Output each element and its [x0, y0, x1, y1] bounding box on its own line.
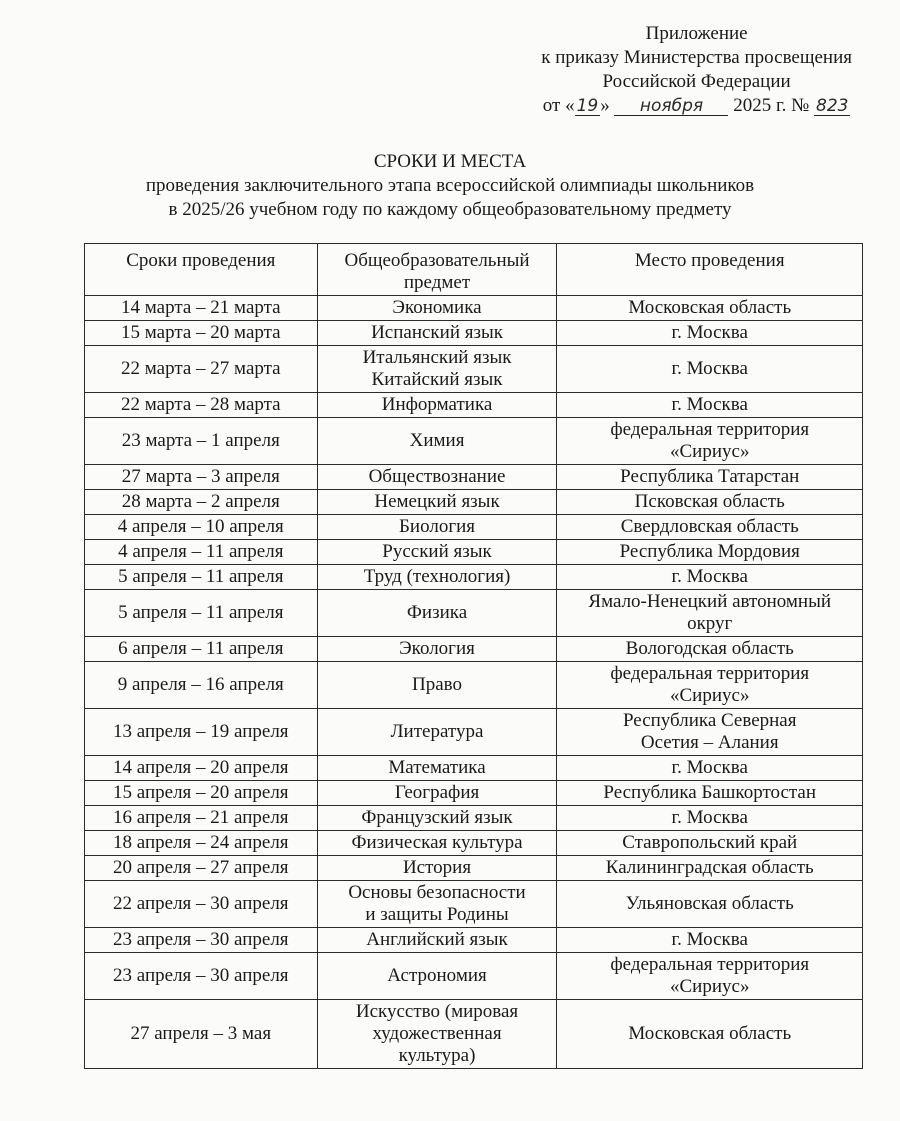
cell-subject [317, 1000, 557, 1069]
table-row [85, 756, 863, 781]
place-line: федеральная территория [610, 419, 810, 440]
place-line: «Сириус» [670, 441, 750, 462]
cell-dates: 6 апреля – 11 апреля [85, 637, 318, 662]
cell-place [557, 756, 863, 781]
cell-subject [317, 953, 557, 1000]
cell-subject [317, 490, 557, 515]
cell-dates: 4 апреля – 10 апреля [85, 515, 318, 540]
cell-subject [317, 515, 557, 540]
place-line: Свердловская область [620, 516, 799, 537]
subject-line: География [394, 782, 480, 803]
subject-line: Основы безопасности [348, 882, 526, 903]
subject-line: и защиты Родины [365, 904, 509, 925]
cell-subject [317, 346, 557, 393]
cell-subject [317, 709, 557, 756]
cell-place [557, 465, 863, 490]
cell-subject [317, 590, 557, 637]
subject-line: Физическая культура [351, 832, 523, 853]
cell-dates: 14 апреля – 20 апреля [85, 756, 318, 781]
cell-place [557, 709, 863, 756]
title-subtitle-2: в 2025/26 учебном году по каждому общеобразовательному предмету [168, 199, 732, 220]
subject-line: Экономика [392, 297, 482, 318]
cell-place [557, 296, 863, 321]
table-row [85, 515, 863, 540]
cell-place [557, 418, 863, 465]
cell-dates: 5 апреля – 11 апреля [85, 565, 318, 590]
cell-dates: 23 марта – 1 апреля [85, 418, 318, 465]
place-line: г. Москва [671, 358, 748, 379]
table-row [85, 928, 863, 953]
place-line: Псковская область [634, 491, 785, 512]
place-line: г. Москва [671, 757, 748, 778]
cell-place [557, 953, 863, 1000]
cell-dates: 23 апреля – 30 апреля [85, 953, 318, 1000]
subject-line: Обществознание [368, 466, 506, 487]
subject-line: Испанский язык [371, 322, 503, 343]
table-row [85, 565, 863, 590]
cell-subject [317, 565, 557, 590]
subject-line: Астрономия [387, 965, 487, 986]
subject-line: Химия [409, 430, 465, 451]
subject-line: Русский язык [382, 541, 492, 562]
cell-subject [317, 781, 557, 806]
cell-dates: 22 марта – 28 марта [85, 393, 318, 418]
cell-place [557, 881, 863, 928]
cell-dates: 16 апреля – 21 апреля [85, 806, 318, 831]
date-year: 2025 г. № [733, 95, 810, 116]
cell-dates: 9 апреля – 16 апреля [85, 662, 318, 709]
place-line: Республика Башкортостан [603, 782, 817, 803]
subject-line: художественная [372, 1023, 502, 1044]
cell-subject [317, 393, 557, 418]
cell-subject [317, 831, 557, 856]
place-line: федеральная территория [610, 663, 810, 684]
subject-line: Французский язык [361, 807, 513, 828]
cell-dates: 27 апреля – 3 мая [85, 1000, 318, 1069]
handwritten-day: 19 [576, 96, 599, 116]
table-body [85, 296, 863, 1069]
subject-line: культура) [398, 1045, 476, 1066]
appendix-country: Российской Федерации [602, 71, 791, 92]
cell-dates: 18 апреля – 24 апреля [85, 831, 318, 856]
cell-place [557, 393, 863, 418]
place-line: Московская область [628, 297, 792, 318]
table-row [85, 590, 863, 637]
table-row [85, 1000, 863, 1069]
subject-line: Английский язык [366, 929, 508, 950]
subject-line: Биология [399, 516, 476, 537]
place-line: Ямало-Ненецкий автономный [588, 591, 832, 612]
cell-dates: 15 марта – 20 марта [85, 321, 318, 346]
table-row [85, 709, 863, 756]
cell-place [557, 806, 863, 831]
cell-subject [317, 465, 557, 490]
cell-place [557, 781, 863, 806]
table-row [85, 881, 863, 928]
cell-subject [317, 296, 557, 321]
subject-line: Информатика [381, 394, 493, 415]
place-line: «Сириус» [670, 685, 750, 706]
subject-line: Математика [388, 757, 486, 778]
cell-place [557, 928, 863, 953]
place-line: «Сириус» [670, 976, 750, 997]
cell-subject [317, 756, 557, 781]
cell-place [557, 321, 863, 346]
table-row [85, 637, 863, 662]
place-line: г. Москва [671, 929, 748, 950]
title-subtitle-1: проведения заключительного этапа всероссийской олимпиады школьников [145, 175, 755, 196]
table-row [85, 953, 863, 1000]
cell-place [557, 490, 863, 515]
cell-dates: 23 апреля – 30 апреля [85, 928, 318, 953]
schedule-table [84, 243, 863, 1069]
header-dates: Сроки проведения [85, 244, 318, 296]
place-line: г. Москва [671, 394, 748, 415]
place-line: Осетия – Алания [640, 732, 779, 753]
header-place: Место проведения [557, 244, 863, 296]
cell-subject [317, 321, 557, 346]
appendix-header [541, 22, 852, 118]
cell-dates: 13 апреля – 19 апреля [85, 709, 318, 756]
table-row [85, 662, 863, 709]
cell-subject [317, 881, 557, 928]
cell-dates: 22 апреля – 30 апреля [85, 881, 318, 928]
table-row [85, 346, 863, 393]
subject-line: Право [412, 674, 463, 695]
subject-line: Литература [390, 721, 484, 742]
cell-dates: 20 апреля – 27 апреля [85, 856, 318, 881]
place-line: федеральная территория [610, 954, 810, 975]
subject-line: Физика [406, 602, 468, 623]
place-line: Калининградская область [605, 857, 814, 878]
cell-dates: 27 марта – 3 апреля [85, 465, 318, 490]
date-prefix: от « [542, 95, 575, 116]
cell-place [557, 831, 863, 856]
place-line: округ [687, 613, 733, 634]
cell-subject [317, 806, 557, 831]
cell-dates: 28 марта – 2 апреля [85, 490, 318, 515]
date-day-suffix: » [600, 95, 610, 116]
appendix-order: к приказу Министерства просвещения [541, 47, 852, 68]
cell-place [557, 856, 863, 881]
cell-subject [317, 662, 557, 709]
table-row [85, 465, 863, 490]
table-row [85, 321, 863, 346]
cell-place [557, 637, 863, 662]
cell-subject [317, 928, 557, 953]
subject-line: Китайский язык [371, 369, 503, 390]
place-line: г. Москва [671, 807, 748, 828]
cell-place [557, 515, 863, 540]
place-line: Республика Северная [622, 710, 797, 731]
table-row [85, 490, 863, 515]
subject-line: Немецкий язык [374, 491, 500, 512]
cell-place [557, 662, 863, 709]
table-row [85, 781, 863, 806]
place-line: Республика Мордовия [619, 541, 800, 562]
cell-place [557, 565, 863, 590]
appendix-date-line [541, 94, 852, 118]
cell-place [557, 346, 863, 393]
place-line: г. Москва [671, 322, 748, 343]
cell-place [557, 1000, 863, 1069]
cell-subject [317, 418, 557, 465]
place-line: Московская область [628, 1023, 792, 1044]
cell-dates: 15 апреля – 20 апреля [85, 781, 318, 806]
cell-place [557, 540, 863, 565]
table-row [85, 296, 863, 321]
place-line: Ульяновская область [625, 893, 794, 914]
appendix-title: Приложение [645, 23, 748, 44]
cell-subject [317, 856, 557, 881]
cell-subject [317, 637, 557, 662]
table-row [85, 806, 863, 831]
document-title [0, 150, 900, 222]
subject-line: Труд (технология) [363, 566, 511, 587]
subject-line: Экология [399, 638, 475, 659]
table-row [85, 418, 863, 465]
table-row [85, 540, 863, 565]
cell-dates: 14 марта – 21 марта [85, 296, 318, 321]
table-row [85, 831, 863, 856]
subject-line: Искусство (мировая [355, 1001, 519, 1022]
place-line: Республика Татарстан [620, 466, 800, 487]
subject-line: Итальянский язык [362, 347, 512, 368]
handwritten-month: ноября [614, 97, 728, 116]
table-row [85, 393, 863, 418]
cell-dates: 4 апреля – 11 апреля [85, 540, 318, 565]
title-main: СРОКИ И МЕСТА [373, 151, 527, 172]
place-line: Ставропольский край [622, 832, 798, 853]
place-line: Вологодская область [625, 638, 794, 659]
cell-subject [317, 540, 557, 565]
subject-line: История [402, 857, 472, 878]
place-line: г. Москва [671, 566, 748, 587]
handwritten-order-number: 823 [816, 96, 849, 116]
header-subject: Общеобразовательный предмет [317, 244, 557, 296]
table-header-row [85, 244, 863, 296]
cell-dates: 5 апреля – 11 апреля [85, 590, 318, 637]
table-row [85, 856, 863, 881]
cell-place [557, 590, 863, 637]
cell-dates: 22 марта – 27 марта [85, 346, 318, 393]
